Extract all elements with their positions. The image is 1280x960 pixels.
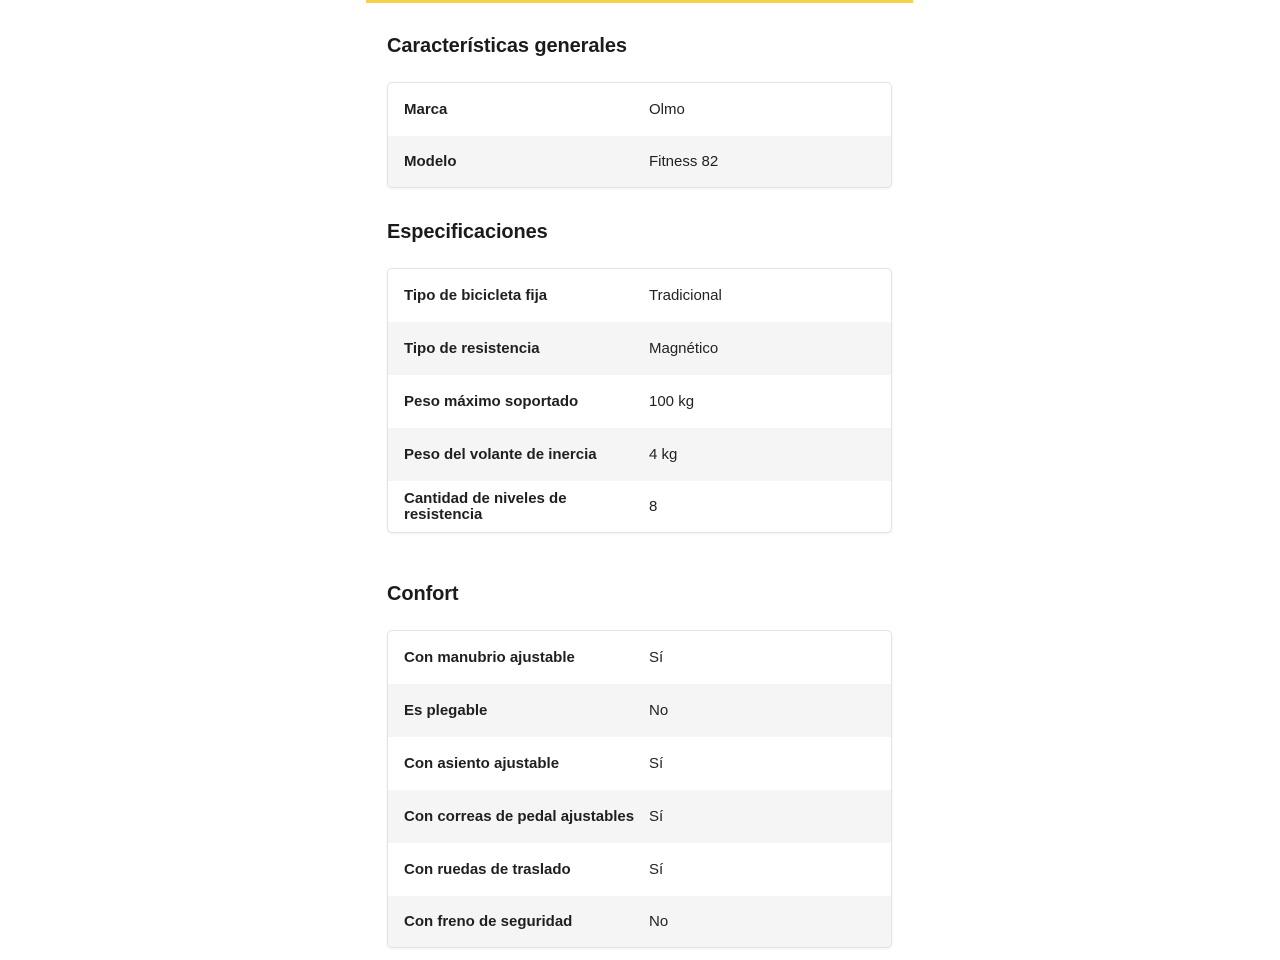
spec-row	[388, 684, 891, 737]
spec-row	[388, 136, 891, 187]
spec-table	[387, 82, 892, 188]
spec-row	[388, 481, 891, 532]
spec-value: 100 kg	[649, 392, 695, 410]
spec-label: Con ruedas de traslado	[404, 860, 571, 878]
spec-label: Tipo de bicicleta fija	[404, 286, 548, 304]
spec-label: Es plegable	[404, 701, 488, 719]
spec-value: Magnético	[649, 339, 719, 357]
spec-label: Con correas de pedal ajustables	[404, 807, 635, 825]
spec-value: Sí	[649, 754, 664, 772]
spec-label: Marca	[404, 100, 448, 118]
spec-label: Peso del volante de inercia	[404, 445, 597, 463]
spec-label: Modelo	[404, 152, 457, 170]
section-specifications	[387, 216, 892, 523]
section-title: Confort	[387, 583, 459, 605]
section-title: Características generales	[387, 35, 627, 57]
spec-value: 4 kg	[649, 445, 678, 463]
section-comfort	[387, 578, 892, 930]
spec-row	[388, 896, 891, 947]
spec-row	[388, 843, 891, 896]
spec-label: Con freno de seguridad	[404, 912, 573, 930]
spec-table	[387, 630, 892, 948]
spec-value: Sí	[649, 807, 664, 825]
spec-table	[387, 268, 892, 533]
spec-row	[388, 269, 891, 322]
spec-label: Cantidad de niveles de resistencia	[404, 489, 567, 523]
spec-row	[388, 428, 891, 481]
spec-value: Sí	[649, 860, 664, 878]
spec-value: No	[649, 912, 669, 930]
spec-row	[388, 737, 891, 790]
spec-value: 8	[649, 497, 658, 515]
spec-value: Olmo	[649, 100, 685, 118]
spec-value: Tradicional	[649, 286, 722, 304]
spec-row	[388, 83, 891, 136]
spec-value: Fitness 82	[649, 152, 719, 170]
spec-label: Tipo de resistencia	[404, 339, 540, 357]
section-title: Especificaciones	[387, 221, 548, 243]
spec-value: No	[649, 701, 669, 719]
spec-value: Sí	[649, 648, 664, 666]
spec-label: Peso máximo soportado	[404, 392, 579, 410]
spec-label: Con manubrio ajustable	[404, 648, 575, 666]
section-general-features	[387, 30, 892, 170]
spec-row	[388, 375, 891, 428]
spec-row	[388, 322, 891, 375]
spec-label: Con asiento ajustable	[404, 754, 560, 772]
spec-row	[388, 631, 891, 684]
spec-row	[388, 790, 891, 843]
product-specs-panel	[366, 0, 913, 960]
